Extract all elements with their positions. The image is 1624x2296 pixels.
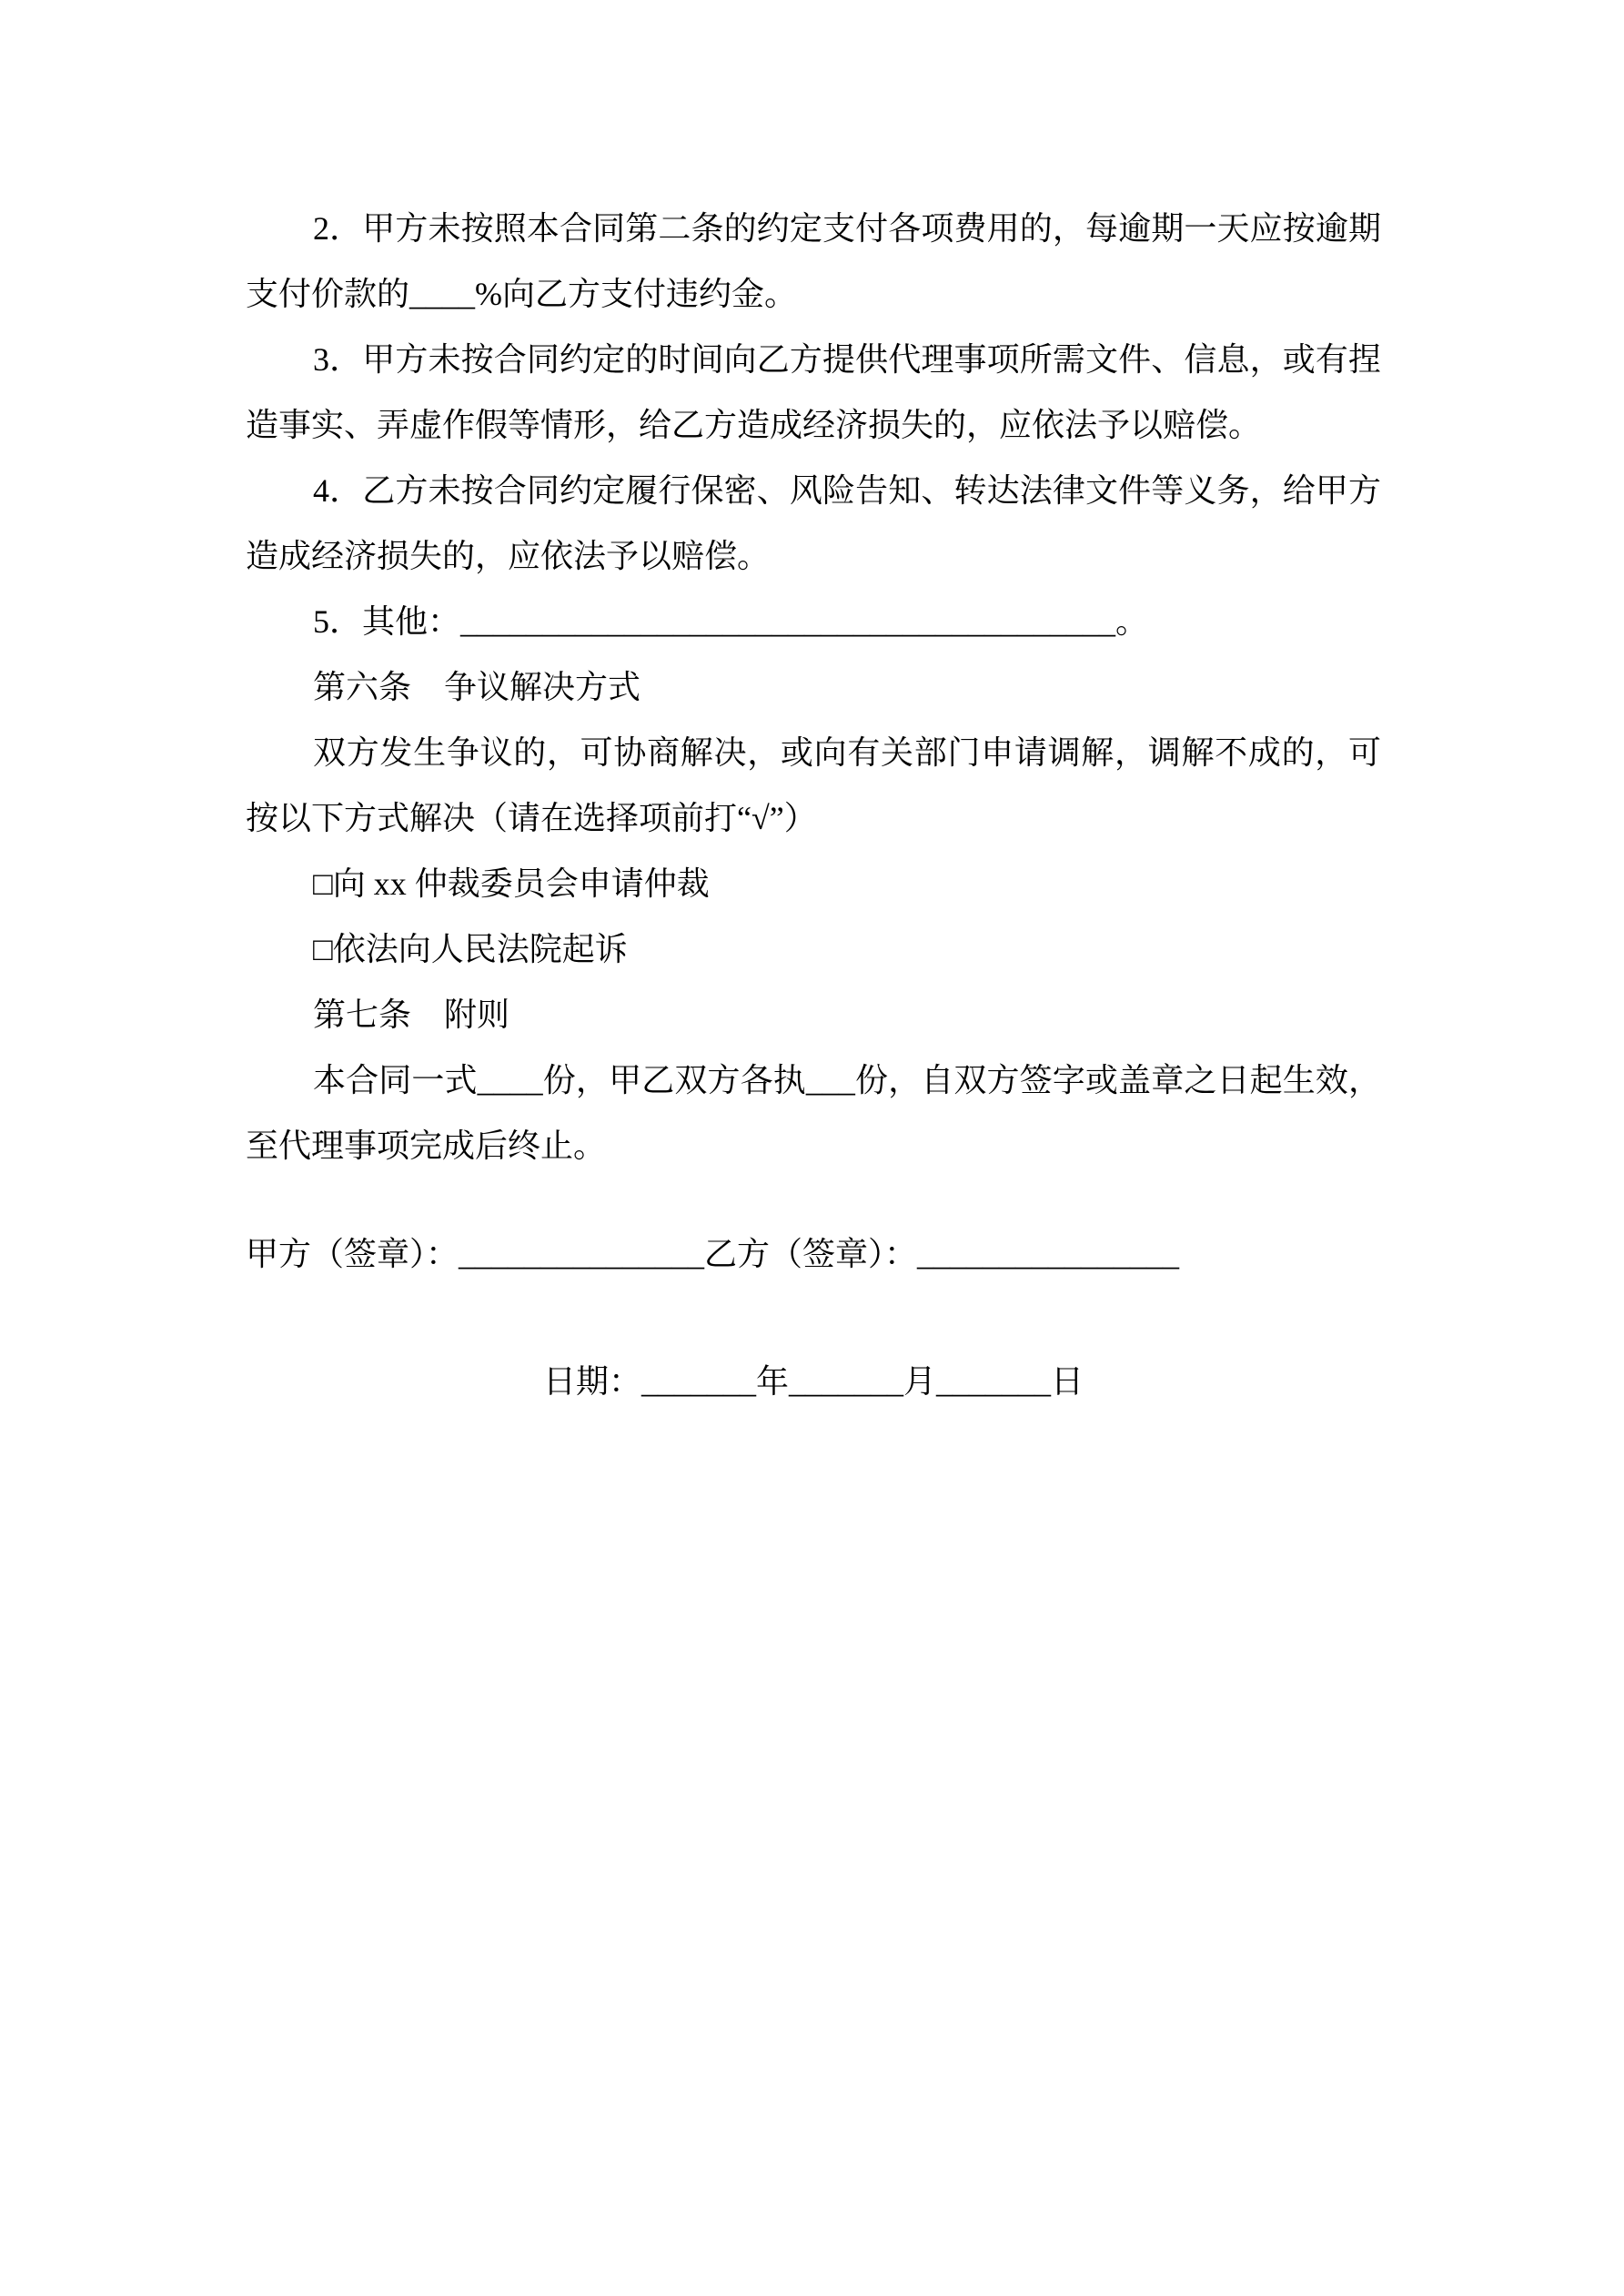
date-line: 日期：_______年_______月_______日 [542,1363,1084,1400]
article-6-heading: 第六条 争议解决方式 [313,669,641,705]
option-arbitration[interactable] [246,851,1381,916]
option-court[interactable] [246,916,1381,982]
checkbox-icon[interactable]: □ [313,931,333,967]
article-7-heading: 第七条 附则 [313,996,510,1033]
clause-3-party-a-breach: 3．甲方未按合同约定的时间向乙方提供代理事项所需文件、信息，或有捏造事实、弄虚作假等情形，给乙方造成经济损失的，应依法予以赔偿。 [246,341,1381,443]
clause-4-party-b-breach: 4．乙方未按合同约定履行保密、风险告知、转达法律文件等义务，给甲方造成经济损失的，应依法予以赔偿。 [246,472,1381,574]
signature-line: 甲方（签章）：_______________乙方（签章）：________________ [246,1236,1180,1272]
document-body [246,196,1381,1414]
article-6-body: 双方发生争议的，可协商解决，或向有关部门申请调解，调解不成的，可按以下方式解决（请在选择项前打“√”） [246,734,1381,836]
clause-2-overdue-payment: 2．甲方未按照本合同第二条的约定支付各项费用的，每逾期一天应按逾期支付价款的____%向乙方支付违约金。 [246,210,1381,312]
clause-5-other: 5．其他：________________________________________。 [313,603,1149,640]
option-arbitration-label: 向 xx 仲裁委员会申请仲裁 [332,865,710,902]
checkbox-icon[interactable]: □ [313,865,333,902]
option-court-label: 依法向人民法院起诉 [332,931,628,967]
article-7-body: 本合同一式____份，甲乙双方各执___份，自双方签字或盖章之日起生效，至代理事项完成后终止。 [246,1062,1381,1164]
